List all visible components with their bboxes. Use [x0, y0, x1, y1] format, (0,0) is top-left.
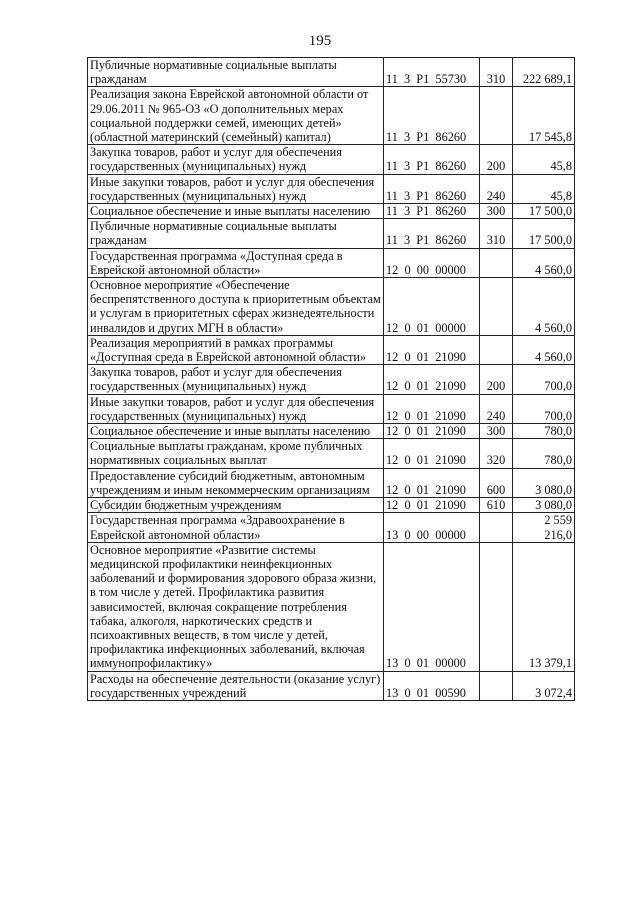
target-article-code-cell: 12 0 01 21090 [384, 498, 480, 513]
amount-cell: 3 080,0 [513, 498, 575, 513]
amount-cell: 700,0 [513, 365, 575, 394]
amount-cell: 3 072,4 [513, 671, 575, 700]
expense-name-cell: Социальное обеспечение и иные выплаты населению [88, 424, 384, 439]
table-row [88, 424, 575, 439]
amount-cell: 4 560,0 [513, 278, 575, 336]
amount-cell: 700,0 [513, 394, 575, 423]
target-article-code-cell: 11 3 Р1 86260 [384, 204, 480, 219]
expense-type-code-cell: 310 [480, 219, 513, 248]
expense-type-code-cell: 300 [480, 204, 513, 219]
expense-name-cell: Основное мероприятие «Развитие системы медицинской профилактики неинфекционных заболеваний и формирования здорового образа жизни, в том числе у детей. Профилактика развития зависимостей, включая сокращение потребления табака, алкоголя, наркотических средств и психоактивных веществ, в том числе у детей, профилактика инфекционных заболеваний, включая иммунопрофилактику» [88, 542, 384, 671]
expense-name-cell: Реализация мероприятий в рамках программы «Доступная среда в Еврейской автономной области» [88, 335, 384, 364]
table-row [88, 58, 575, 87]
budget-table-body [88, 58, 575, 701]
target-article-code-cell: 11 3 Р1 55730 [384, 58, 480, 87]
expense-type-code-cell [480, 87, 513, 145]
amount-cell: 17 500,0 [513, 219, 575, 248]
table-row [88, 513, 575, 542]
table-row [88, 394, 575, 423]
expense-name-cell: Социальное обеспечение и иные выплаты населению [88, 204, 384, 219]
table-row [88, 204, 575, 219]
amount-cell: 13 379,1 [513, 542, 575, 671]
table-row [88, 542, 575, 671]
expense-name-cell: Расходы на обеспечение деятельности (оказание услуг) государственных учреждений [88, 671, 384, 700]
table-row [88, 278, 575, 336]
expense-name-cell: Закупка товаров, работ и услуг для обеспечения государственных (муниципальных) нужд [88, 365, 384, 394]
expense-type-code-cell [480, 542, 513, 671]
expense-name-cell: Публичные нормативные социальные выплаты гражданам [88, 219, 384, 248]
expense-type-code-cell [480, 671, 513, 700]
expense-type-code-cell: 320 [480, 439, 513, 468]
table-row [88, 365, 575, 394]
target-article-code-cell: 13 0 01 00000 [384, 542, 480, 671]
target-article-code-cell: 12 0 01 21090 [384, 365, 480, 394]
expense-name-cell: Государственная программа «Здравоохранение в Еврейской автономной области» [88, 513, 384, 542]
expense-type-code-cell [480, 335, 513, 364]
amount-cell: 2 559 216,0 [513, 513, 575, 542]
expense-type-code-cell [480, 278, 513, 336]
expense-type-code-cell: 240 [480, 394, 513, 423]
target-article-code-cell: 12 0 01 21090 [384, 468, 480, 497]
expense-name-cell: Реализация закона Еврейской автономной области от 29.06.2011 № 965-ОЗ «О дополнительных мерах социальной поддержки семей, имеющих детей» (областной материнский (семейный) капитал) [88, 87, 384, 145]
expense-name-cell: Иные закупки товаров, работ и услуг для обеспечения государственных (муниципальных) нужд [88, 394, 384, 423]
expense-name-cell: Предоставление субсидий бюджетным, автономным учреждениям и иным некоммерческим организациям [88, 468, 384, 497]
expense-name-cell: Закупка товаров, работ и услуг для обеспечения государственных (муниципальных) нужд [88, 145, 384, 174]
expense-type-code-cell [480, 513, 513, 542]
amount-cell: 4 560,0 [513, 335, 575, 364]
expense-type-code-cell: 200 [480, 145, 513, 174]
target-article-code-cell: 12 0 01 21090 [384, 424, 480, 439]
table-row [88, 145, 575, 174]
expense-type-code-cell: 600 [480, 468, 513, 497]
target-article-code-cell: 12 0 01 21090 [384, 335, 480, 364]
target-article-code-cell: 12 0 01 00000 [384, 278, 480, 336]
table-row [88, 671, 575, 700]
target-article-code-cell: 13 0 01 00590 [384, 671, 480, 700]
amount-cell: 4 560,0 [513, 248, 575, 277]
expense-name-cell: Социальные выплаты гражданам, кроме публичных нормативных социальных выплат [88, 439, 384, 468]
expense-type-code-cell: 240 [480, 174, 513, 203]
expense-type-code-cell: 200 [480, 365, 513, 394]
amount-cell: 780,0 [513, 439, 575, 468]
target-article-code-cell: 12 0 01 21090 [384, 394, 480, 423]
target-article-code-cell: 13 0 00 00000 [384, 513, 480, 542]
table-row [88, 248, 575, 277]
amount-cell: 17 545,8 [513, 87, 575, 145]
expense-type-code-cell: 300 [480, 424, 513, 439]
expense-name-cell: Иные закупки товаров, работ и услуг для обеспечения государственных (муниципальных) нужд [88, 174, 384, 203]
amount-cell: 45,8 [513, 174, 575, 203]
table-row [88, 468, 575, 497]
amount-cell: 3 080,0 [513, 468, 575, 497]
amount-cell: 45,8 [513, 145, 575, 174]
target-article-code-cell: 11 3 Р1 86260 [384, 145, 480, 174]
table-row [88, 335, 575, 364]
table-row [88, 174, 575, 203]
table-row [88, 498, 575, 513]
amount-cell: 780,0 [513, 424, 575, 439]
amount-cell: 17 500,0 [513, 204, 575, 219]
page-number: 195 [308, 33, 332, 49]
target-article-code-cell: 11 3 Р1 86260 [384, 174, 480, 203]
expense-type-code-cell: 610 [480, 498, 513, 513]
expense-name-cell: Государственная программа «Доступная среда в Еврейской автономной области» [88, 248, 384, 277]
amount-cell: 222 689,1 [513, 58, 575, 87]
table-row [88, 87, 575, 145]
target-article-code-cell: 12 0 00 00000 [384, 248, 480, 277]
expense-type-code-cell [480, 248, 513, 277]
table-row [88, 219, 575, 248]
target-article-code-cell: 12 0 01 21090 [384, 439, 480, 468]
target-article-code-cell: 11 3 Р1 86260 [384, 87, 480, 145]
budget-table [87, 57, 575, 701]
table-row [88, 439, 575, 468]
expense-type-code-cell: 310 [480, 58, 513, 87]
expense-name-cell: Основное мероприятие «Обеспечение беспрепятственного доступа к приоритетным объектам и услугам в приоритетных сферах жизнедеятельности инвалидов и других МГН в области» [88, 278, 384, 336]
expense-name-cell: Публичные нормативные социальные выплаты гражданам [88, 58, 384, 87]
target-article-code-cell: 11 3 Р1 86260 [384, 219, 480, 248]
expense-name-cell: Субсидии бюджетным учреждениям [88, 498, 384, 513]
